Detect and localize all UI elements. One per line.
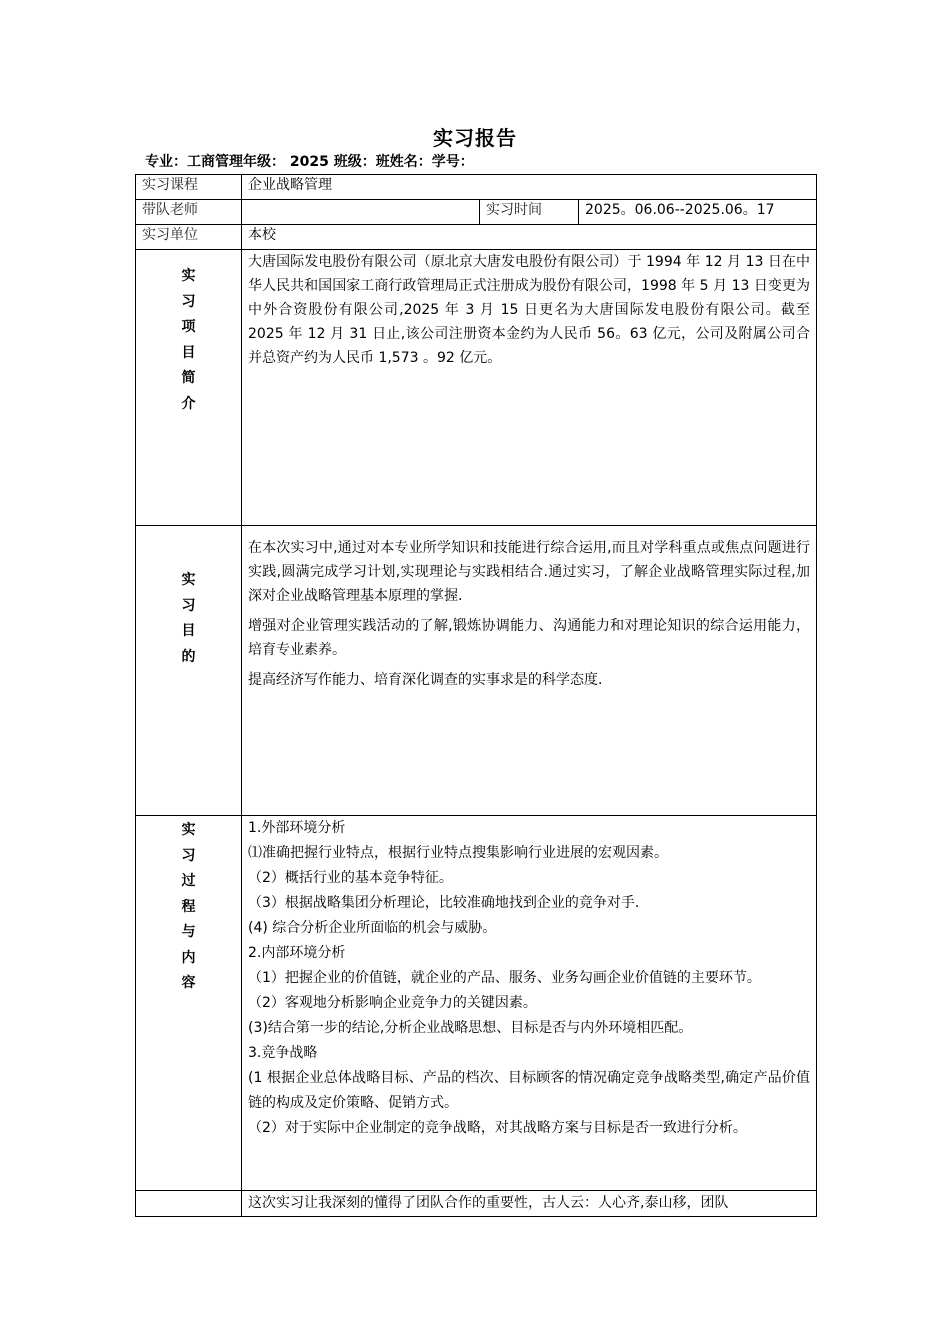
intro-label-char: 项 [181,319,196,335]
intro-text: 大唐国际发电股份有限公司（原北京大唐发电股份有限公司）于 1994 年 12 月 13 日在中华人民共和国国家工商行政管理局正式注册成为股份有限公司，1998 年 5 月 13 日变更为中外合资股份有限公司,2025 年 3 月 15 日更名为大唐国际发电股份有限公司。截至 2025 年 12 月 31 日止,该公司注册资本金约为人民币 56。63 亿元，公司及附属公司合并总资产约为人民币 1,573 。92 亿元。 [248,254,811,366]
row-process [136,816,817,1191]
process-label-char: 内 [181,949,196,966]
intro-label-char: 目 [181,344,196,361]
row-course [136,175,817,200]
process-label-char: 实 [181,822,196,838]
time-label: 实习时间 [480,200,579,225]
purpose-label-char: 实 [181,572,196,588]
teacher-label: 带队老师 [136,200,242,225]
row-teacher [136,200,817,225]
teacher-value [242,200,480,225]
process-label-char: 习 [181,847,196,864]
process-line: （3）根据战略集团分析理论，比较准确地找到企业的竞争对手. [248,895,640,911]
time-value: 2025。06.06--2025.06。17 [579,200,817,225]
row-purpose [136,526,817,816]
summary-content [242,1191,817,1217]
process-label-char: 与 [181,924,196,940]
intro-label-char: 实 [181,268,196,284]
intro-label-char: 介 [181,395,196,412]
purpose-paragraph: 提高经济写作能力、培育深化调查的实事求是的科学态度. [248,672,603,688]
process-label [136,816,242,1191]
unit-value: 本校 [242,225,817,250]
purpose-paragraph: 在本次实习中,通过对本专业所学知识和技能进行综合运用,而且对学科重点或焦点问题进行实践,圆满完成学习计划,实现理论与实践相结合.通过实习，了解企业战略管理实际过程,加深对企业战略管理基本原理的掌握. [248,540,811,604]
row-intro [136,250,817,526]
course-value: 企业战略管理 [242,175,817,200]
process-content [242,816,817,1191]
purpose-label [136,526,242,816]
intro-label [136,250,242,526]
report-table [135,174,817,1217]
intro-label-char: 习 [181,293,196,310]
process-line: 1.外部环境分析 [248,820,346,836]
process-line: (4) 综合分析企业所面临的机会与威胁。 [248,920,497,936]
process-line: (1 根据企业总体战略目标、产品的档次、目标顾客的情况确定竞争战略类型,确定产品价值链的构成及定价策略、促销方式。 [248,1070,811,1111]
student-info-line: 专业：工商管理年级： 2025 班级：班姓名：学号： [145,154,474,170]
process-label-char: 容 [181,975,196,991]
process-line: (3)结合第一步的结论,分析企业战略思想、目标是否与内外环境相匹配。 [248,1020,693,1036]
process-line: （2）概括行业的基本竞争特征。 [248,870,453,886]
intro-label-char: 简 [181,370,196,386]
row-summary [136,1191,817,1217]
intro-content [242,250,817,526]
process-label-char: 程 [181,898,196,915]
purpose-label-char: 习 [181,597,196,614]
course-label: 实习课程 [136,175,242,200]
process-line: （2）对于实际中企业制定的竞争战略，对其战略方案与目标是否一致进行分析。 [248,1120,747,1136]
process-line: （1）把握企业的价值链，就企业的产品、服务、业务勾画企业价值链的主要环节。 [248,970,761,986]
process-line: ⑴准确把握行业特点，根据行业特点搜集影响行业进展的宏观因素。 [248,845,668,861]
page-title: 实习报告 [433,126,517,150]
summary-text: 这次实习让我深刻的懂得了团队合作的重要性，古人云：人心齐,泰山移，团队 [248,1195,729,1211]
process-line: （2）客观地分析影响企业竞争力的关键因素。 [248,995,537,1011]
purpose-label-char: 目 [181,623,196,639]
purpose-content [242,526,817,816]
summary-label [136,1191,242,1217]
process-line: 2.内部环境分析 [248,945,346,961]
process-label-char: 过 [181,873,196,889]
process-line: 3.竞争战略 [248,1045,318,1061]
purpose-label-char: 的 [181,648,196,665]
unit-label: 实习单位 [136,225,242,250]
purpose-paragraph: 增强对企业管理实践活动的了解,锻炼协调能力、沟通能力和对理论知识的综合运用能力，培育专业素养。 [248,618,811,658]
row-unit [136,225,817,250]
